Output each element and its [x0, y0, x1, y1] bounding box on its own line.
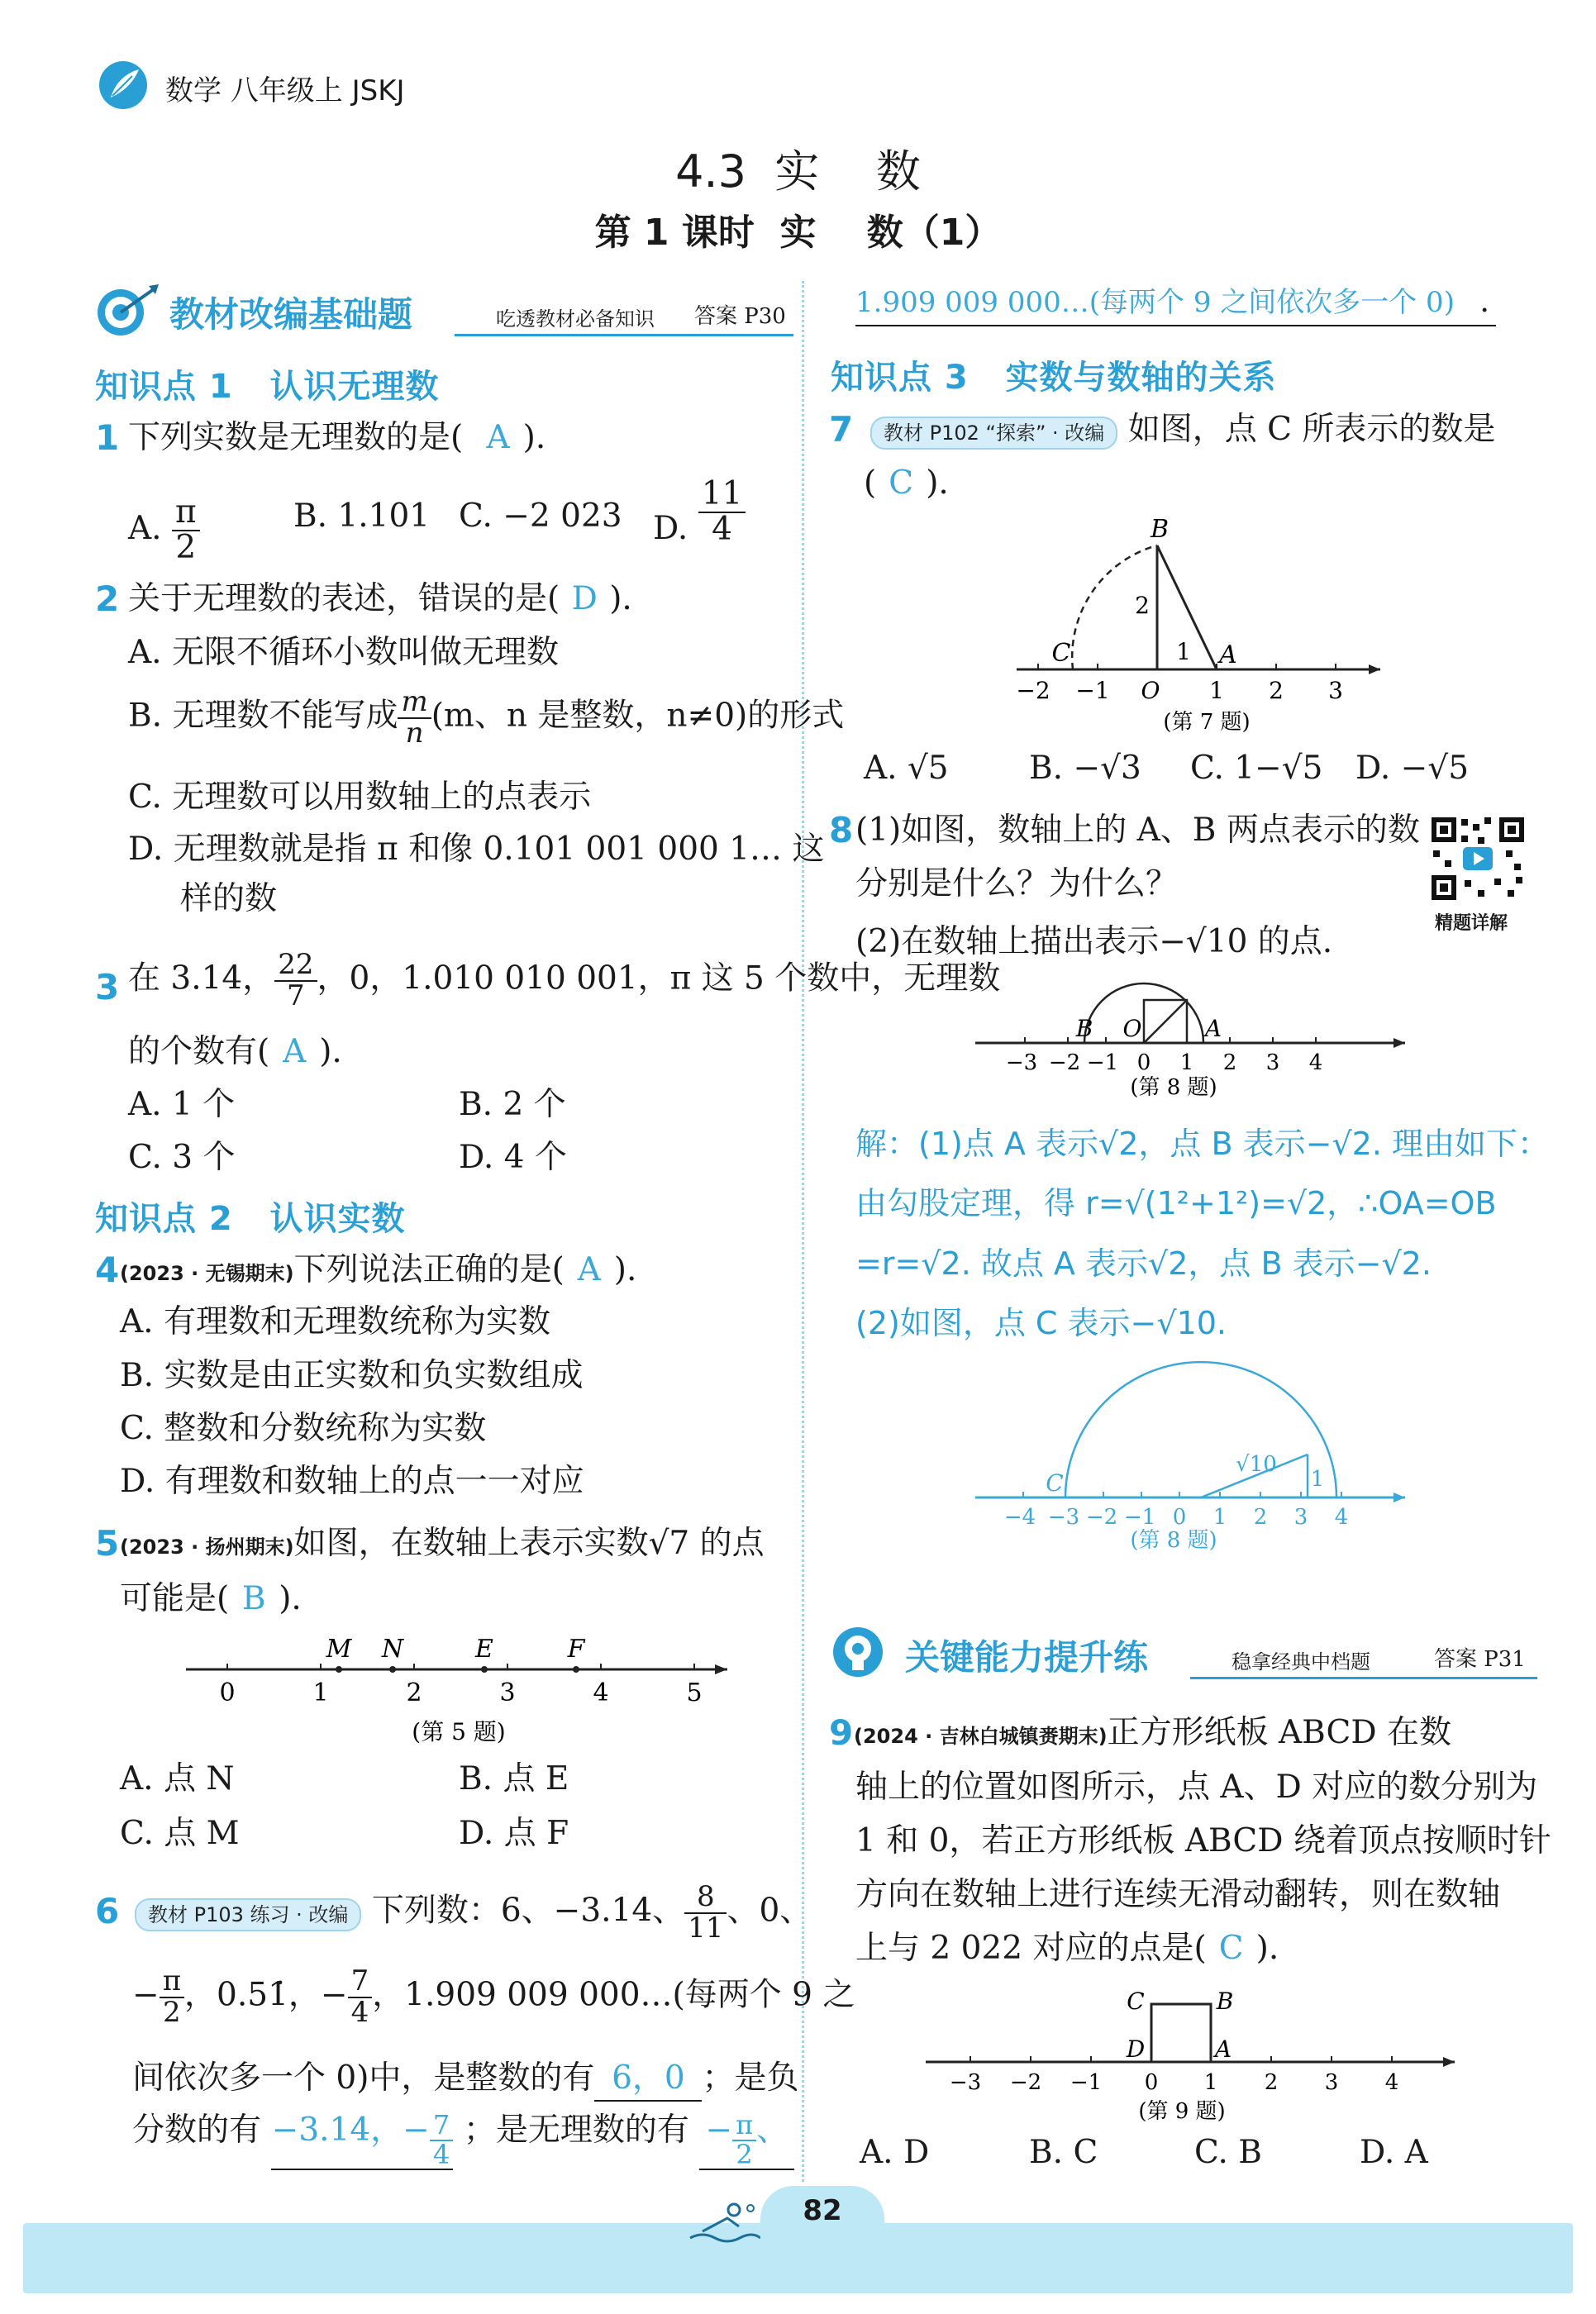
figure-caption: (第 8 题)	[1130, 1528, 1217, 1553]
number-line-q5	[174, 1632, 736, 1748]
fraction	[684, 1880, 727, 1945]
question-number: 5	[95, 1523, 120, 1564]
question-9-option-d[interactable]: D. A	[1360, 2134, 1428, 2171]
tick-label: 3	[1265, 1050, 1280, 1075]
textbook-tag: 教材 P103 练习 · 改编	[135, 1898, 361, 1931]
tick-label: 4	[1334, 1505, 1349, 1530]
fraction	[732, 2109, 756, 2170]
question-number: 2	[95, 578, 120, 619]
tick-label: −1	[1070, 2070, 1103, 2095]
tick-label: 1	[1179, 1050, 1194, 1075]
answer-blank-integers: 6，0	[594, 2058, 702, 2102]
question-5-line2	[120, 1578, 302, 1621]
denominator: 2	[163, 1995, 181, 2029]
figure-q8-1	[967, 969, 1413, 1101]
fraction	[430, 2109, 453, 2170]
target-icon	[91, 281, 162, 339]
textbook-tag: 教材 P102 “探索” · 改编	[870, 417, 1117, 450]
numerator: 7	[430, 2112, 453, 2141]
point-label: F	[567, 1635, 585, 1664]
question-5-option-d[interactable]: D. 点 F	[459, 1815, 569, 1852]
tick-label: 4	[1384, 2070, 1399, 2095]
question-number: 7	[829, 409, 854, 450]
question-6-line2	[132, 1964, 855, 2029]
tick-label: 2	[406, 1678, 422, 1707]
solution-line-2: 由勾股定理，得 r=√(1²+1²)=√2，∴OA=OB	[855, 1185, 1497, 1221]
question-8	[829, 810, 1420, 850]
question-2-option-d[interactable]: D. 无理数就是指 π 和像 0.101 001 000 1… 这	[128, 831, 825, 868]
question-7-option-b[interactable]: B. −√3	[1029, 750, 1141, 787]
stem-close: ).	[1255, 1930, 1279, 1967]
question-9	[829, 1712, 1452, 1753]
text: 间依次多一个 0)中，是整数的有	[132, 2059, 595, 2097]
tick	[1204, 2070, 1218, 2095]
tick-label: −1	[1086, 1050, 1119, 1075]
point-n	[381, 1635, 405, 1673]
banner-advanced-answer-ref: 答案 P31	[1434, 1647, 1526, 1672]
banner-advanced-slogan: 稳拿经典中档题	[1232, 1650, 1370, 1674]
section-title: 4.3 实 数	[675, 145, 921, 198]
fraction	[398, 685, 431, 750]
banner-advanced	[827, 1624, 1537, 1682]
question-5-option-a[interactable]: A. 点 N	[120, 1760, 235, 1797]
tick-label: 4	[593, 1678, 609, 1707]
answer: A	[577, 1251, 601, 1288]
length-label-1: 1	[1310, 1467, 1325, 1492]
banner-basic-answer-ref: 答案 P30	[694, 304, 786, 329]
option-d[interactable]	[653, 475, 746, 548]
solution-line-4: (2)如图，点 C 表示−√10.	[855, 1305, 1227, 1341]
denominator: 11	[688, 1911, 724, 1945]
question-2-option-a[interactable]: A. 无限不循环小数叫做无理数	[128, 634, 559, 671]
text: 分数的有	[132, 2111, 262, 2149]
tick-label: 0	[1144, 2070, 1159, 2095]
qr-code[interactable]	[1428, 814, 1527, 903]
banner-basic-slogan: 吃透教材必备知识	[496, 307, 655, 331]
question-2-option-b[interactable]	[128, 685, 845, 750]
figure-caption: (第 8 题)	[1130, 1075, 1217, 1100]
lightbulb-gear-icon	[827, 1624, 893, 1682]
fraction	[160, 1964, 184, 2029]
tick-label: 2	[1264, 2070, 1279, 2095]
stem-close: ).	[522, 419, 546, 456]
option-text: B. 无理数不能写成	[128, 697, 398, 735]
text: −	[132, 1976, 160, 2014]
point-label: E	[475, 1635, 493, 1664]
denominator: 2	[175, 528, 197, 566]
question-2-option-d-cont: 样的数	[180, 880, 278, 917]
solution-arc	[1065, 1362, 1336, 1497]
option-c[interactable]: C. −2 023	[459, 498, 622, 535]
stem-close: ).	[609, 580, 632, 617]
question-stem: 如图，在数轴上表示实数√7 的点	[293, 1525, 765, 1562]
question-7-option-a[interactable]: A. √5	[864, 750, 949, 787]
question-6-line3	[132, 2058, 798, 2102]
denominator: 4	[432, 2138, 450, 2170]
point-label-b: B	[1150, 515, 1170, 544]
question-3-option-a[interactable]: A. 1 个	[128, 1086, 236, 1123]
question-stem: 可能是(	[120, 1580, 230, 1617]
knowledge-point-3: 知识点 3 实数与数轴的关系	[831, 359, 1277, 397]
qr-code-icon	[1428, 814, 1527, 903]
tick-label: 0	[219, 1678, 236, 1707]
figure-q7	[1008, 512, 1389, 736]
answer-blank-irrationals	[699, 2109, 794, 2170]
text: −3.14，−	[271, 2111, 430, 2149]
tick-label: 3	[1328, 677, 1343, 704]
tick-label: 1	[312, 1678, 329, 1707]
point-e	[474, 1635, 493, 1673]
question-text: 上与 2 022 对应的点是(	[855, 1930, 1207, 1967]
question-stem: 如图，点 C 所表示的数是	[1127, 411, 1496, 448]
tick-label: 2	[1253, 1505, 1268, 1530]
point-label-b: B	[1075, 1015, 1093, 1042]
point-label-a: A	[1214, 2035, 1232, 2063]
diagonal	[1144, 1000, 1187, 1043]
tick-label: 2	[1269, 677, 1284, 704]
point-label-c: C	[1046, 1469, 1064, 1497]
denominator: 4	[712, 510, 732, 548]
figure-q8-2	[967, 1355, 1413, 1554]
length-label-1: 1	[1176, 638, 1191, 665]
tick-label: 4	[1308, 1050, 1323, 1075]
point-label: N	[381, 1635, 404, 1664]
numerator: π	[160, 1967, 184, 1998]
question-5-option-c[interactable]: C. 点 M	[120, 1815, 240, 1852]
question-source: (2024 · 吉林白城镇赉期末)	[854, 1725, 1108, 1748]
question-4-option-c[interactable]: C. 整数和分数统称为实数	[120, 1410, 487, 1447]
point-label-b: B	[1216, 1988, 1234, 2015]
tick-label: −1	[1123, 1505, 1156, 1530]
question-1	[95, 417, 546, 458]
question-stem: 下列实数是无理数的是(	[128, 419, 464, 456]
option-text: (m、n 是整数，n≠0)的形式	[431, 697, 845, 735]
question-number: 6	[95, 1891, 120, 1931]
answer-blank-negative-fractions	[271, 2109, 453, 2170]
answer-continuation: 1.909 009 000…(每两个 9 之间依次多一个 0)	[855, 286, 1455, 319]
figure-caption: (第 5 题)	[412, 1718, 506, 1745]
question-stem: 、0、	[727, 1892, 812, 1930]
text: ，1.909 009 000…(每两个 9 之	[372, 1976, 855, 2014]
answer: C	[889, 464, 914, 502]
tick-label: 3	[1293, 1505, 1308, 1530]
answer: D	[571, 580, 598, 617]
denominator: 7	[287, 978, 305, 1012]
option-a[interactable]	[128, 493, 200, 566]
text: ；是无理数的有	[463, 2111, 689, 2149]
stem-close: ).	[279, 1580, 302, 1617]
stem-close: ).	[926, 464, 949, 502]
question-stem: 在 3.14，	[128, 959, 275, 997]
header-title: 数学 八年级上 JSKJ	[165, 74, 405, 107]
option-b[interactable]: B. 1.101	[293, 498, 431, 535]
point-label-c: C	[1127, 1988, 1145, 2015]
tick-label: −2	[1009, 2070, 1042, 2095]
tick-label: −2	[1048, 1050, 1081, 1075]
fraction	[348, 1964, 373, 2029]
point-label-c: C	[1051, 639, 1071, 668]
point-f	[567, 1635, 586, 1673]
qr-code-label: 精题详解	[1435, 913, 1508, 934]
question-stem: 关于无理数的表述，错误的是(	[128, 580, 560, 617]
answer: B	[241, 1580, 266, 1617]
solution-line-3: =r=√2. 故点 A 表示√2，点 B 表示−√2.	[855, 1245, 1432, 1282]
question-3-option-c[interactable]: C. 3 个	[128, 1139, 236, 1176]
question-source: (2023 · 无锡期末)	[120, 1262, 294, 1285]
tick-label: 0	[1172, 1505, 1187, 1530]
tick-label: 1	[1212, 1505, 1227, 1530]
question-number: 3	[95, 967, 120, 1007]
figure-caption: (第 7 题)	[1163, 710, 1251, 735]
question-number: 9	[829, 1712, 854, 1753]
question-6-line4	[132, 2109, 794, 2170]
text: −	[705, 2111, 733, 2149]
answer-underline	[855, 325, 1496, 326]
question-3-option-b[interactable]: B. 2 个	[459, 1086, 566, 1123]
tick	[1141, 677, 1160, 704]
question-9-line4: 方向在数轴上进行连续无滑动翻转，则在数轴	[855, 1876, 1501, 1913]
banner-advanced-underline	[1190, 1677, 1537, 1679]
question-number: 1	[95, 417, 120, 458]
knowledge-point-1: 知识点 1 认识无理数	[95, 368, 440, 406]
banner-advanced-title: 关键能力提升练	[905, 1637, 1149, 1678]
question-stem: ，0，1.010 010 001，π 这 5 个数中，无理数	[317, 959, 1001, 997]
text: 、	[756, 2111, 789, 2149]
question-9-line2: 轴上的位置如图所示，点 A、D 对应的数分别为	[855, 1769, 1538, 1806]
point-label-a: A	[1204, 1015, 1222, 1042]
tick	[1145, 2070, 1159, 2095]
option-label: A.	[128, 509, 162, 547]
figure-caption: (第 9 题)	[1138, 2099, 1226, 2124]
question-text: 正方形纸板 ABCD 在数	[1107, 1714, 1452, 1751]
option-label: D.	[653, 509, 688, 547]
tick-label: −2	[1085, 1505, 1118, 1530]
question-3-line2	[128, 1031, 342, 1074]
question-stem: 下列说法正确的是(	[293, 1251, 565, 1288]
point-label: M	[326, 1635, 352, 1664]
question-stem: (	[864, 464, 877, 502]
feather-logo-icon	[98, 60, 149, 111]
stem-close: ).	[319, 1033, 342, 1070]
question-9-option-c[interactable]: C. B	[1194, 2134, 1262, 2171]
denominator: n	[405, 716, 424, 750]
question-4-option-d[interactable]: D. 有理数和数轴上的点一一对应	[120, 1463, 584, 1500]
question-3-option-d[interactable]: D. 4 个	[459, 1139, 567, 1176]
question-stem: 的个数有(	[128, 1033, 270, 1070]
tick-label: 1	[1203, 2070, 1218, 2095]
question-8-line3: (2)在数轴上描出表示−√10 的点.	[855, 923, 1333, 960]
tick-label: 0	[1136, 1050, 1151, 1075]
question-4-option-a[interactable]: A. 有理数和无理数统称为实数	[120, 1303, 550, 1340]
text: ；是负	[702, 2059, 799, 2097]
length-label-2: 2	[1135, 592, 1150, 619]
numerator: 8	[684, 1883, 727, 1914]
stem-close: ).	[613, 1251, 637, 1288]
lesson-title: 第 1 课时 实 数（1）	[594, 212, 1002, 254]
question-7-option-c[interactable]: C. 1−√5	[1190, 750, 1323, 787]
denominator: 4	[350, 1995, 369, 2029]
knowledge-point-2: 知识点 2 认识实数	[95, 1200, 406, 1238]
point-m	[326, 1635, 353, 1673]
length-label-sqrt10: √10	[1236, 1452, 1277, 1477]
numerator: π	[732, 2112, 756, 2141]
text: ，0.51̇，−	[184, 1976, 348, 2014]
tick-label: −2	[1016, 677, 1051, 704]
question-4-option-b[interactable]: B. 实数是由正实数和负实数组成	[120, 1357, 584, 1394]
period: .	[1479, 283, 1490, 319]
square-abcd	[1151, 2004, 1211, 2062]
figure-q9	[917, 1979, 1463, 2124]
numerator: 11	[698, 478, 746, 513]
question-9-option-b[interactable]: B. C	[1029, 2134, 1098, 2171]
answer: A	[283, 1033, 307, 1070]
point-label-a: A	[1219, 640, 1237, 669]
tick-label: −3	[1047, 1505, 1080, 1530]
tick-label: 1	[1209, 677, 1224, 704]
answer: A	[486, 419, 510, 456]
question-8-line2: 分别是什么？为什么？	[855, 865, 1179, 902]
solution-line-1: 解：(1)点 A 表示√2，点 B 表示−√2. 理由如下：	[855, 1126, 1549, 1162]
tick-label: 2	[1222, 1050, 1237, 1075]
question-stem: 下列数：6、−3.14、	[371, 1892, 685, 1930]
page-number: 82	[803, 2194, 842, 2227]
fraction	[172, 493, 200, 566]
numerator: 22	[274, 950, 317, 982]
question-9-option-a[interactable]: A. D	[860, 2134, 930, 2171]
question-number: 8	[829, 810, 854, 850]
question-6-answer-cont	[855, 279, 1496, 326]
fraction	[698, 475, 746, 548]
fraction	[274, 950, 317, 1011]
question-2	[95, 578, 632, 619]
point-label-o: O	[1122, 1015, 1142, 1042]
tick-label: −1	[1075, 677, 1110, 704]
point-label-d: D	[1126, 2035, 1146, 2063]
tick-label: −3	[1005, 1050, 1038, 1075]
numerator: 7	[348, 1967, 373, 1998]
question-number: 4	[95, 1250, 120, 1290]
question-7-option-d[interactable]: D. −√5	[1355, 750, 1470, 787]
numerator: m	[398, 688, 431, 719]
question-5-option-b[interactable]: B. 点 E	[459, 1760, 569, 1797]
banner-basic-title: 教材改编基础题	[169, 294, 413, 335]
tick-label: 3	[1324, 2070, 1339, 2095]
question-2-option-c[interactable]: C. 无理数可以用数轴上的点表示	[128, 778, 592, 816]
question-source: (2023 · 扬州期末)	[120, 1536, 294, 1559]
numerator: π	[172, 496, 200, 531]
tick-label: O	[1141, 677, 1160, 704]
banner-basic	[91, 281, 793, 339]
answer: C	[1218, 1930, 1244, 1967]
tick-label: −3	[949, 2070, 982, 2095]
swimmer-icon	[686, 2198, 760, 2248]
question-9-line5	[855, 1928, 1279, 1970]
question-text: (1)如图，数轴上的 A、B 两点表示的数	[855, 812, 1420, 849]
question-7	[829, 409, 1496, 450]
denominator: 2	[736, 2138, 753, 2170]
question-7-line2	[864, 463, 949, 505]
tick-label: −4	[1003, 1505, 1036, 1530]
tick-label: 5	[686, 1678, 703, 1707]
question-5	[95, 1523, 765, 1564]
tick-label: 3	[499, 1678, 516, 1707]
question-4	[95, 1250, 637, 1290]
question-9-line3: 1 和 0，若正方形纸板 ABCD 绕着顶点按顺时针	[855, 1822, 1551, 1859]
banner-basic-underline	[455, 334, 793, 336]
